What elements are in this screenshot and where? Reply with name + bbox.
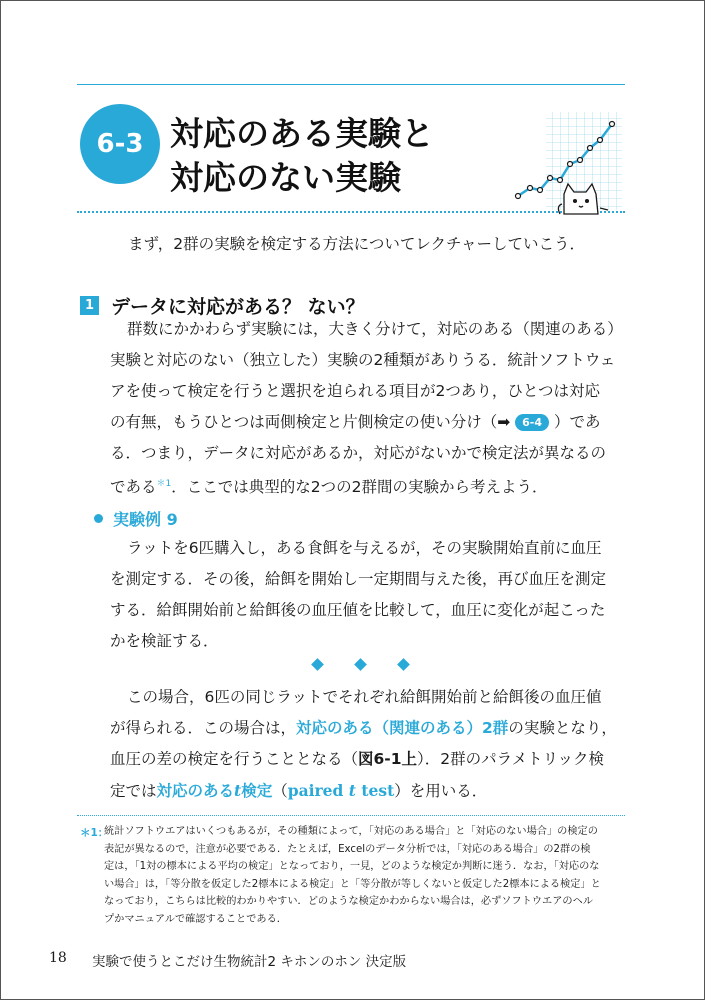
p3-highlight-paired: 対応のある（関連のある）2群 — [296, 719, 509, 737]
footnote-mark: ＊1： — [80, 827, 109, 839]
diamond-icon — [311, 658, 324, 671]
p1-line6a: である — [110, 478, 157, 496]
p3-english-b: test — [355, 781, 395, 800]
p1-line6b: ．ここでは典型的な2つの2群間の実験から考えよう． — [171, 478, 548, 496]
header-top-rule — [77, 84, 625, 85]
p1-line5: る．つまり，データに対応があるか，対応がないかで検定法が異なるの — [110, 444, 607, 462]
paragraph-2 — [110, 533, 625, 657]
p3-line2b: の実験となり， — [508, 719, 617, 737]
separator-diamonds — [313, 660, 408, 669]
section-title-line1: 対応のある実験と — [170, 114, 434, 153]
diamond-icon — [397, 658, 410, 671]
p2-line4: かを検証する． — [110, 632, 219, 650]
book-title: 実験で使うとこだけ生物統計2 キホンのホン 決定版 — [92, 954, 407, 970]
p2-line3: する．給餌開始前と給餌後の血圧値を比較して，血圧に変化が起こった — [110, 601, 606, 619]
footnote-ref[interactable]: ＊1 — [156, 479, 172, 489]
p3-english-t: t — [348, 781, 356, 800]
subsection-title: データに対応がある？ ない？ — [111, 296, 365, 318]
p3-line4b: を用いる． — [409, 782, 488, 800]
page-number: 18 — [49, 950, 67, 966]
fn-line3: 定は，「1対の標本による平均の検定」となっており，一見，どのような検定か判断に迷う．なお，「対応のな — [104, 861, 600, 873]
p3-line3b: ）．2群のパラメトリック検 — [417, 750, 605, 768]
p3-line1: この場合，6匹の同じラットでそれぞれ給餌開始前と給餌後の血圧値 — [127, 688, 602, 706]
figure-ref[interactable]: 図6-1上 — [358, 750, 418, 768]
p3-paren-open: （ — [272, 782, 288, 800]
bullet-dot-icon — [94, 514, 103, 523]
fn-line4: い場合」は，「等分散を仮定した2標本による検定」と「等分散が等しくないと仮定した2標本による検定」と — [104, 878, 601, 890]
p3-english-a: paired — [287, 781, 349, 800]
p2-line2: を測定する．その後，給餌を開始し一定期間与えた後，再び血圧を測定 — [110, 570, 607, 588]
p1-line3: アを使って検定を行うと選択を迫られる項目が2つあり，ひとつは対応 — [110, 382, 601, 400]
experiment-heading — [94, 507, 178, 530]
fn-line5: なっており，こちらは比較的わかりやすい．どのような検定かわからない場合は，必ずソフトウエアのヘル — [104, 896, 593, 908]
p3-highlight-t: t — [234, 781, 242, 800]
subsection-number: 1 — [80, 296, 99, 315]
p1-line4b: ）であ — [553, 413, 601, 431]
p3-highlight-ttest-b: 検定 — [241, 782, 273, 800]
section-number: 6-3 — [96, 129, 144, 159]
diamond-icon — [354, 658, 367, 671]
p3-line3a: 血圧の差の検定を行うこととなる（ — [110, 750, 359, 768]
p2-line1: ラットを6匹購入し，ある食餌を与えるが，その実験開始直前に血圧 — [127, 539, 602, 557]
fn-line6: プかマニュアルで確認することである． — [104, 913, 287, 925]
p3-paren-close: ） — [394, 782, 410, 800]
p3-line2a: が得られる．この場合は， — [110, 719, 297, 737]
p3-highlight-ttest-a: 対応のある — [156, 782, 235, 800]
p3-line4a: 定では — [110, 782, 157, 800]
paragraph-1 — [110, 314, 625, 503]
section-number-badge — [80, 104, 160, 184]
section-ref-link[interactable]: 6-4 — [515, 414, 549, 431]
p1-line4a: の有無，もうひとつは両側検定と片側検定の使い分け（➡ — [110, 413, 511, 431]
p1-line2: 実験と対応のない（独立した）実験の2種類がありうる．統計ソフトウェ — [110, 351, 616, 369]
footnote-text — [104, 823, 625, 929]
chart-with-cat-icon — [512, 110, 624, 218]
footnote-rule — [77, 815, 625, 816]
fn-line1: 統計ソフトウエアはいくつもあるが，その種類によって，「対応のある場合」と「対応のない場合」の検定の — [104, 826, 598, 837]
section-title-line2: 対応のない実験 — [170, 158, 401, 197]
fn-line2: 表記が異なるので，注意が必要である．たとえば，Excelのデータ分析では，「対応のある場合」の2群の検 — [104, 843, 591, 855]
section-title — [170, 112, 434, 200]
experiment-label: 実験例 9 — [113, 510, 178, 529]
intro-text: まず，2群の実験を検定する方法についてレクチャーしていこう． — [128, 235, 586, 253]
paragraph-3 — [110, 682, 625, 807]
p1-line1: 群数にかかわらず実験には，大きく分けて，対応のある（関連のある） — [127, 320, 623, 338]
